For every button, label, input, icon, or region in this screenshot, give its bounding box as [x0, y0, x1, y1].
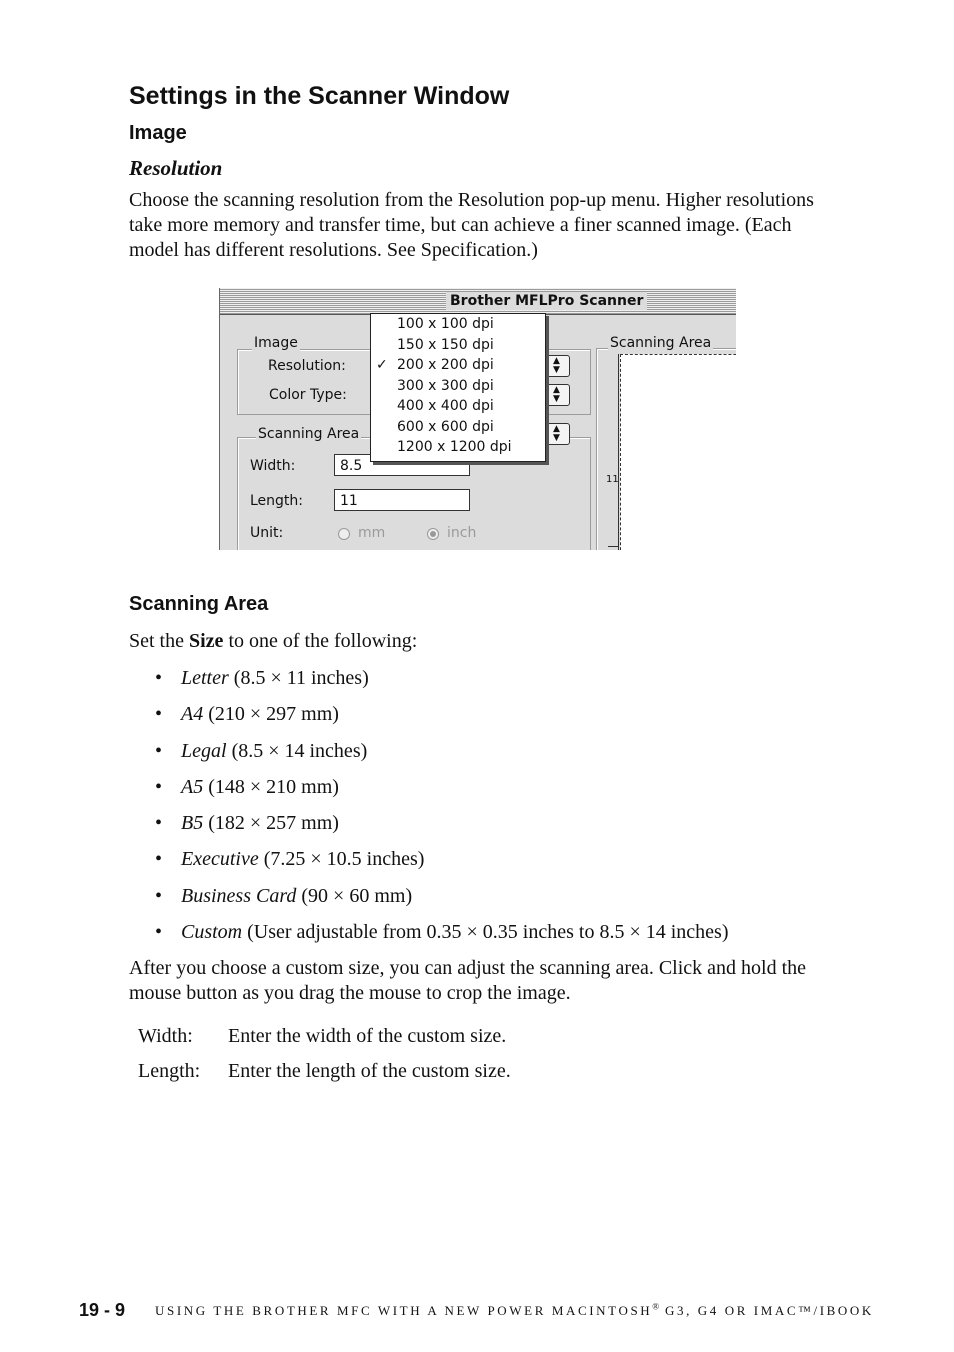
scanner-window-screenshot	[219, 288, 736, 550]
window-title: Brother MFLPro Scanner	[446, 292, 647, 310]
vertical-ruler	[598, 354, 619, 550]
page-title: Settings in the Scanner Window	[129, 82, 510, 110]
menu-item-100[interactable]: 100 x 100 dpi	[397, 316, 494, 332]
list-item: • Business Card (90 × 60 mm)	[155, 884, 413, 907]
definition-row	[138, 1058, 511, 1093]
menu-item-600[interactable]: 600 x 600 dpi	[397, 418, 494, 435]
unit-inch-radio[interactable]	[427, 528, 439, 540]
ruler-mark: 11	[606, 474, 619, 485]
unit-inch-label: inch	[447, 525, 477, 541]
bullet: •	[155, 703, 163, 726]
menu-item-400[interactable]: 400 x 400 dpi	[397, 398, 494, 414]
size-list	[155, 665, 728, 955]
ruler-tick	[608, 546, 618, 547]
definition-desc: Enter the width of the custom size.	[228, 1025, 507, 1047]
resolution-popup-menu	[370, 313, 546, 462]
list-item: • A5 (148 × 210 mm)	[155, 775, 339, 798]
definition-row	[138, 1023, 511, 1058]
resolution-paragraph: Choose the scanning resolution from the Resolution pop-up menu. Higher resolutions take more memory and transfer time, but can achieve a finer scanned image. (Each model has different resolutions. See Specification.)	[129, 189, 814, 261]
list-item: • Executive (7.25 × 10.5 inches)	[155, 848, 425, 871]
section-heading-scanning-area: Scanning Area	[129, 593, 269, 615]
definition-term: Length:	[138, 1060, 201, 1082]
checkmark-icon: ✓	[376, 357, 388, 373]
bullet: •	[155, 884, 163, 907]
width-field[interactable]: 8.5	[334, 454, 470, 476]
unit-mm-label: mm	[358, 525, 386, 541]
color-type-label: Color Type:	[269, 387, 347, 403]
definition-desc: Enter the length of the custom size.	[228, 1060, 511, 1082]
size-popup-button[interactable]	[546, 423, 570, 445]
length-label: Length:	[250, 493, 304, 509]
list-item: • Legal (8.5 × 14 inches)	[155, 739, 368, 762]
subsection-heading-resolution: Resolution	[129, 156, 223, 180]
scanning-area-group-label: Scanning Area	[258, 426, 360, 442]
updown-arrows-icon: ▲ ▼	[553, 356, 560, 375]
width-label: Width:	[250, 458, 296, 474]
bullet: •	[155, 812, 163, 835]
image-group-label: Image	[254, 335, 298, 351]
length-field[interactable]: 11	[334, 489, 470, 511]
menu-item-300[interactable]: 300 x 300 dpi	[397, 377, 494, 394]
bullet: •	[155, 921, 163, 944]
running-footer: USING THE BROTHER MFC WITH A NEW POWER MACINTOSH® G3, G4 OR IMAC™/IBOOK	[155, 1301, 874, 1319]
list-item: • Custom (User adjustable from 0.35 × 0.35 inches to 8.5 × 14 inches)	[155, 921, 729, 944]
section-heading-image: Image	[129, 122, 187, 144]
updown-arrows-icon: ▲ ▼	[553, 424, 560, 443]
window-titlebar	[220, 288, 736, 315]
list-item: • Letter (8.5 × 11 inches)	[155, 667, 369, 689]
list-item: • B5 (182 × 257 mm)	[155, 812, 339, 835]
page-footer	[79, 1300, 874, 1321]
definition-term: Width:	[138, 1025, 193, 1047]
preview-group-label: Scanning Area	[610, 335, 712, 351]
custom-size-paragraph: After you choose a custom size, you can adjust the scanning area. Click and hold the mouse button as you drag the mouse to crop the image.	[129, 957, 807, 1004]
resolution-popup-button[interactable]	[546, 355, 570, 377]
bullet: •	[155, 739, 163, 762]
unit-label: Unit:	[250, 525, 284, 541]
size-intro: Set the Size to one of the following:	[129, 630, 418, 652]
menu-item-200[interactable]: ✓ 200 x 200 dpi	[371, 355, 545, 376]
updown-arrows-icon: ▲ ▼	[553, 385, 560, 404]
color-type-popup-button[interactable]	[546, 384, 570, 406]
bullet: •	[155, 848, 163, 871]
list-item: • A4 (210 × 297 mm)	[155, 703, 339, 726]
bullet: •	[155, 775, 163, 798]
resolution-label: Resolution:	[268, 358, 346, 374]
unit-mm-radio[interactable]	[338, 528, 350, 540]
bullet: •	[155, 667, 163, 689]
page-number: 19 - 9	[79, 1300, 126, 1320]
menu-item-150[interactable]: 150 x 150 dpi	[397, 336, 494, 353]
menu-item-1200[interactable]: 1200 x 1200 dpi	[397, 439, 512, 455]
definition-list	[138, 1023, 511, 1093]
scan-preview-area[interactable]	[620, 354, 736, 550]
